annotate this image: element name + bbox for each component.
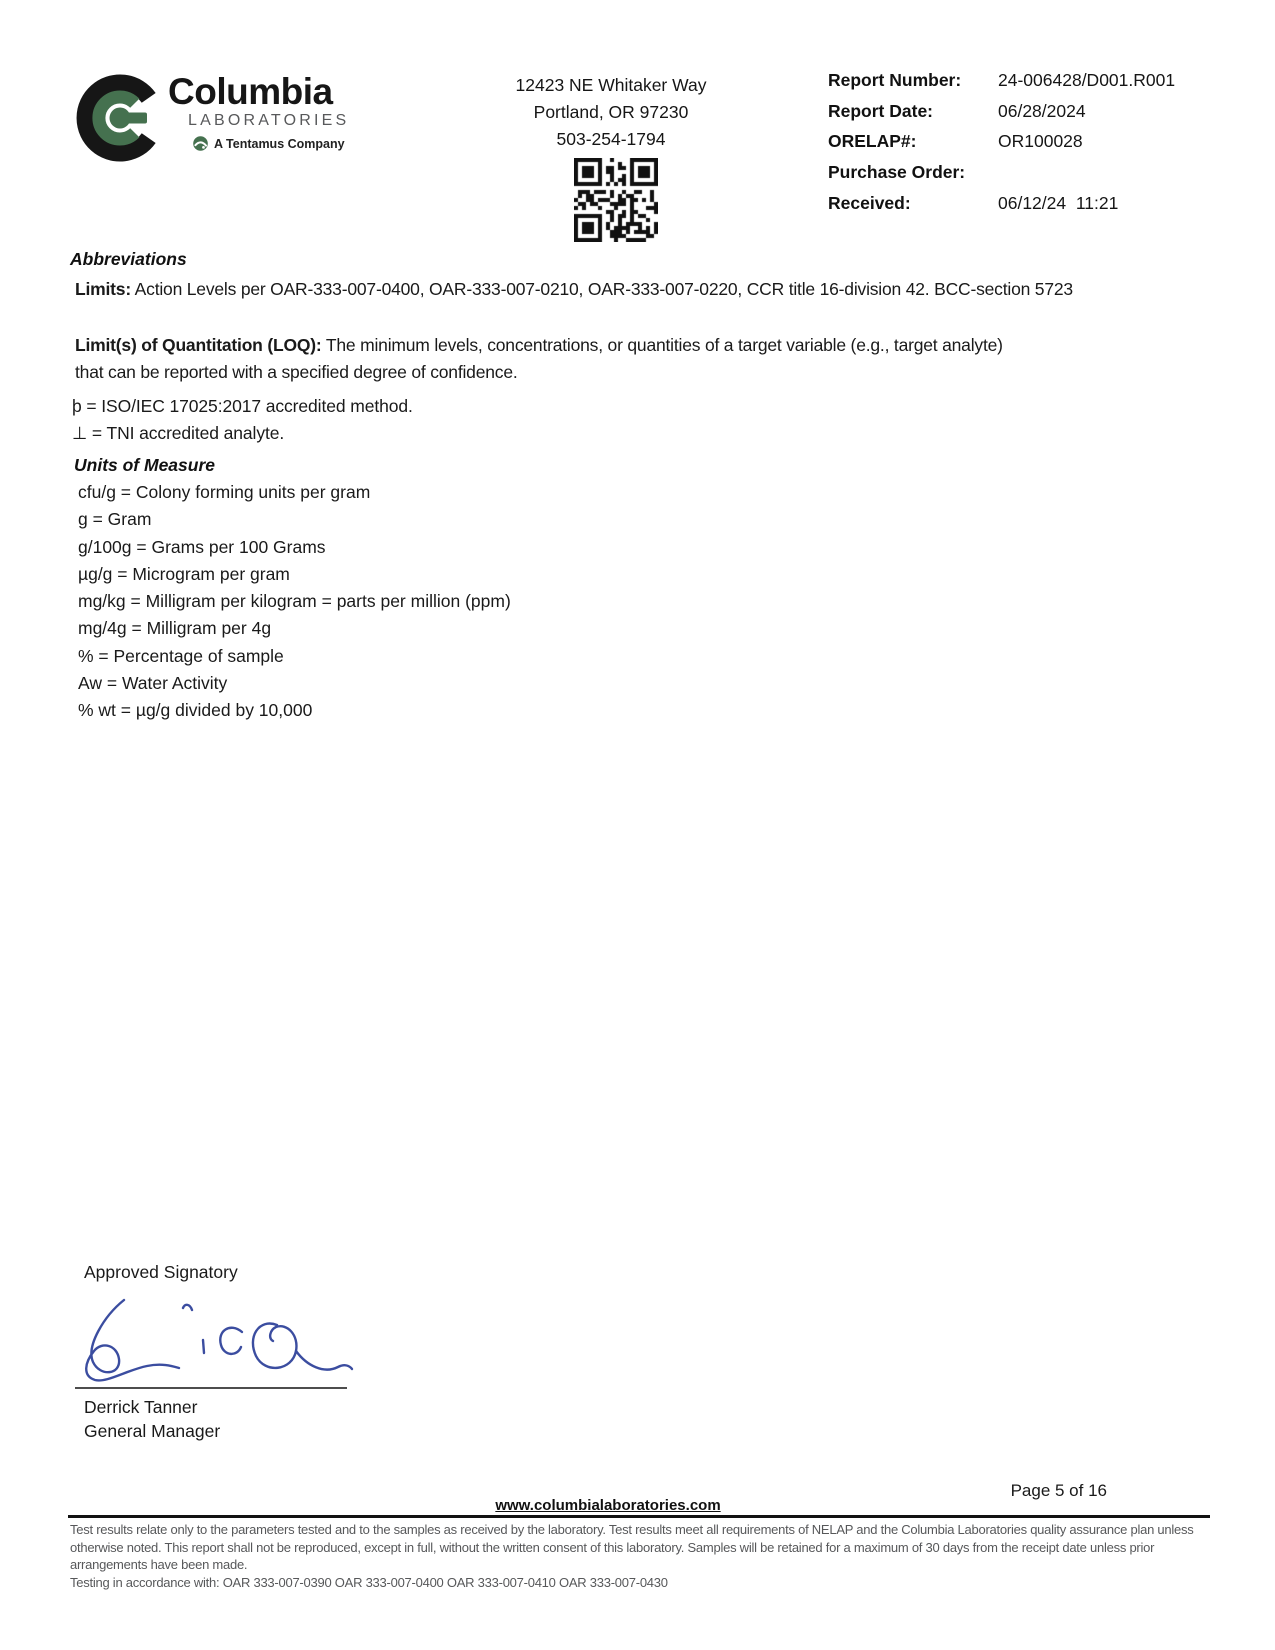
limits-definition — [75, 279, 1073, 300]
unit-item: g/100g = Grams per 100 Grams — [78, 536, 326, 557]
loq-definition — [75, 332, 1033, 386]
tni-symbol: ⊥ — [72, 423, 88, 443]
unit-item: cfu/g = Colony forming units per gram — [78, 482, 371, 502]
report-field-label: Report Date: — [828, 100, 934, 121]
signature-image — [72, 1290, 357, 1390]
address-phone: 503-254-1794 — [556, 129, 666, 149]
report-field-row — [828, 131, 1175, 162]
tentamus-label: A Tentamus Company — [214, 136, 345, 151]
unit-item: Aw = Water Activity — [78, 673, 228, 694]
report-info-block — [828, 70, 1175, 223]
abbreviations-heading: Abbreviations — [70, 249, 187, 269]
footer-disclaimer-block — [70, 1521, 1222, 1591]
limits-text: Action Levels per OAR-333-007-0400, OAR-333-007-0210, OAR-333-007-0220, CCR title 16-division 42. BCC-section 5723 — [130, 279, 1073, 299]
report-field-label: Report Number: — [828, 70, 962, 90]
units-of-measure-heading: Units of Measure — [74, 455, 215, 475]
lab-address — [446, 72, 776, 153]
address-line1: 12423 NE Whitaker Way — [515, 75, 707, 95]
unit-item: % wt = µg/g divided by 10,000 — [78, 700, 313, 721]
report-field-row — [828, 70, 1175, 101]
tni-text: = TNI accredited analyte. — [87, 423, 285, 443]
qr-code — [574, 158, 658, 242]
signatory-title: General Manager — [84, 1421, 221, 1441]
brand-tagline — [192, 135, 349, 152]
report-field-label: ORELAP#: — [828, 131, 917, 152]
report-field-value: 24-006428/D001.R001 — [998, 70, 1176, 90]
signatory-name: Derrick Tanner — [84, 1397, 198, 1417]
report-field-value: 06/28/2024 — [998, 100, 1086, 121]
brand-subtitle: LABORATORIES — [188, 112, 350, 129]
disclaimer-text: Test results relate only to the parameters tested and to the samples as received by the laboratory. Test results meet all requirements of NELAP and the Columbia Laboratories quality assurance plan unless otherwise noted. This report shall not be reproduced, except in full, without the written consent of this laboratory. Samples will be retained for a maximum of 30 days from the receipt date unless prior arrangements have been made. — [70, 1522, 1194, 1572]
limits-label: Limits: — [75, 279, 131, 299]
report-field-value: OR100028 — [998, 131, 1083, 152]
tni-accreditation-note — [72, 423, 284, 444]
columbia-logo-icon — [76, 72, 166, 164]
report-field-label: Purchase Order: — [828, 162, 966, 183]
signature-line — [75, 1387, 347, 1389]
units-of-measure-list — [78, 479, 511, 725]
iso-symbol: þ — [72, 396, 82, 416]
unit-item: mg/kg = Milligram per kilogram = parts per million (ppm) — [78, 591, 511, 612]
loq-text: The minimum levels, concentrations, or quantities of a target variable (e.g., target analyte) that can be reported with a specified degree of confidence. — [75, 335, 1003, 382]
brand-name: Columbia — [168, 71, 333, 112]
logo-text-block — [168, 71, 350, 152]
tentamus-icon — [192, 135, 209, 152]
page-number: Page 5 of 16 — [1010, 1481, 1107, 1500]
website-link[interactable]: www.columbialaboratories.com — [495, 1497, 721, 1514]
loq-label: Limit(s) of Quantitation (LOQ): — [75, 335, 322, 355]
report-field-label: Received: — [828, 192, 911, 213]
iso-accreditation-note — [72, 396, 413, 417]
iso-text: = ISO/IEC 17025:2017 accredited method. — [81, 396, 413, 416]
address-line2: Portland, OR 97230 — [533, 102, 689, 122]
unit-item: mg/4g = Milligram per 4g — [78, 618, 272, 639]
report-field-row — [828, 101, 1175, 132]
unit-item: µg/g = Microgram per gram — [78, 563, 290, 584]
footer-divider — [68, 1515, 1210, 1518]
unit-item: % = Percentage of sample — [78, 645, 284, 666]
report-field-row — [828, 162, 1175, 193]
report-field-value: 06/12/24 11:21 — [998, 192, 1119, 213]
report-field-row — [828, 193, 1175, 224]
approved-signatory-label: Approved Signatory — [84, 1262, 238, 1282]
unit-item: g = Gram — [78, 509, 152, 530]
testing-accordance-text: Testing in accordance with: OAR 333-007-0390 OAR 333-007-0400 OAR 333-007-0410 OAR 333-007-0430 — [70, 1574, 668, 1590]
